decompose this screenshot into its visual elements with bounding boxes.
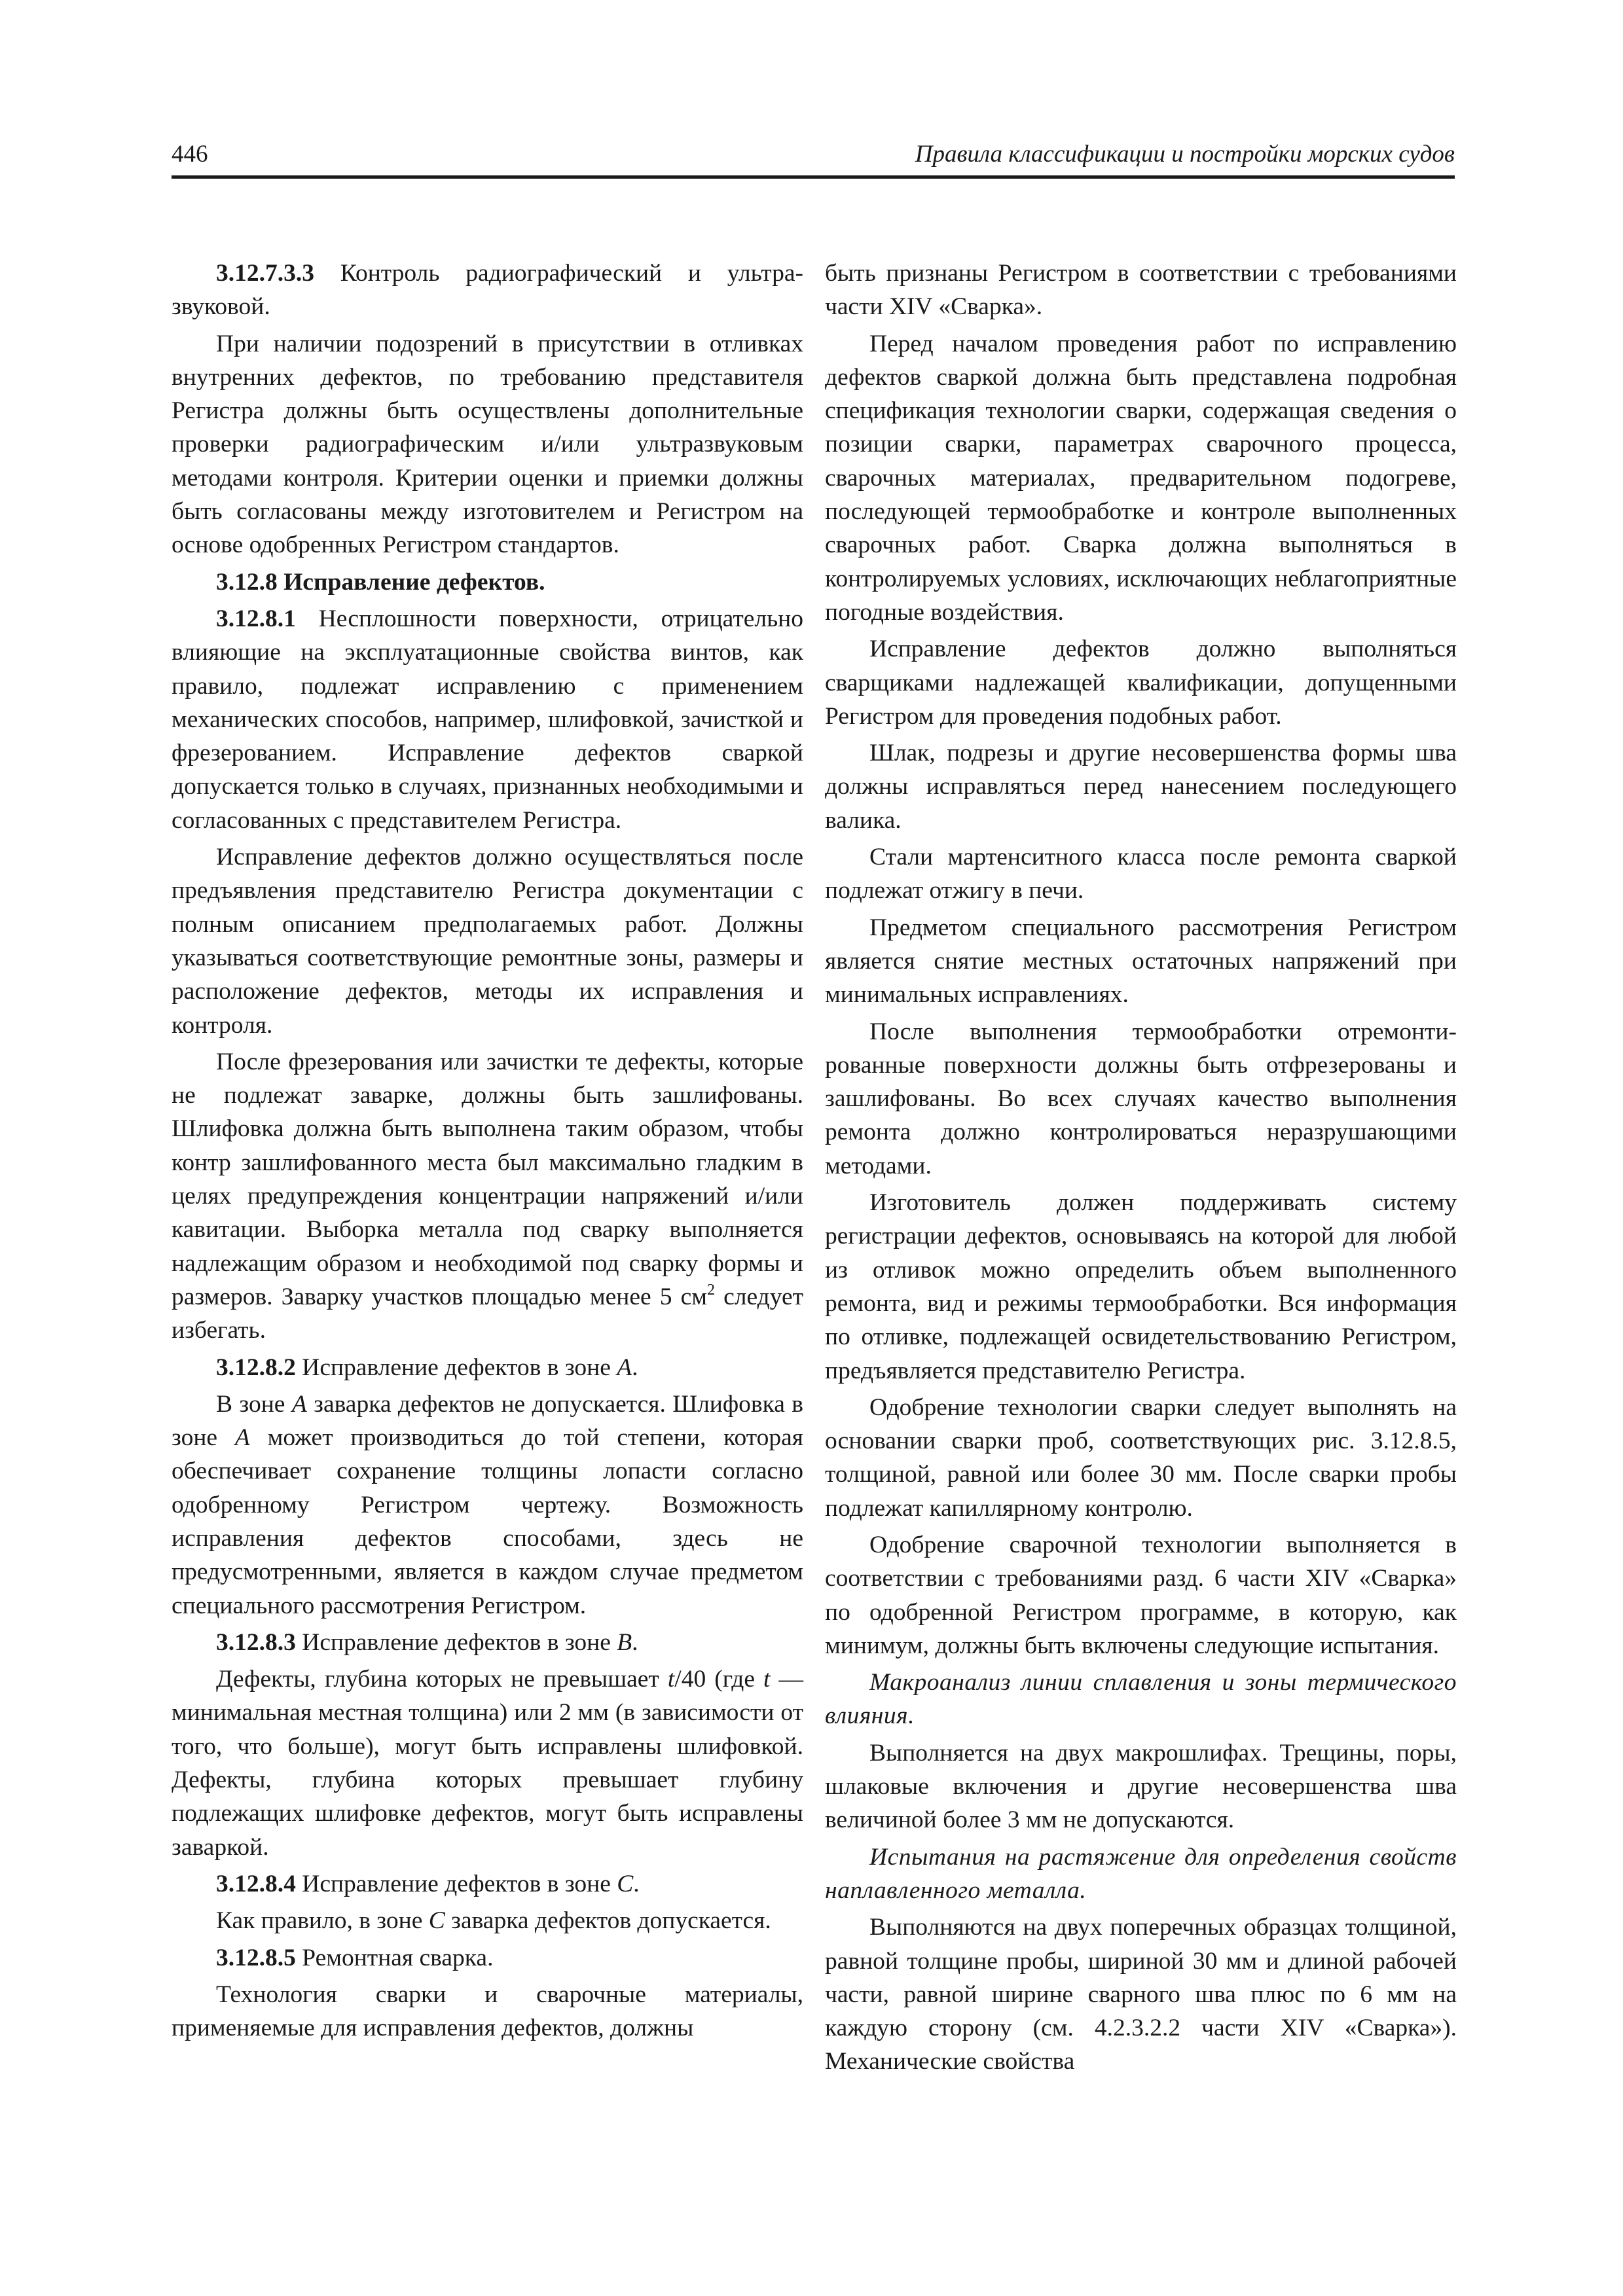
section-number: 3.12.8.4: [216, 1870, 296, 1897]
paragraph: 3.12.8.3 Исправление дефектов в зоне B.: [216, 1628, 638, 1656]
section-number: 3.12.8.1: [216, 605, 296, 632]
zone-letter: B: [617, 1628, 632, 1656]
variable-t: t: [763, 1666, 771, 1693]
paragraph: Дефекты, глубина которых не превышает t/40 (где t — минимальная местная толщина) или 2 мм (в зависимости от того, что больше), могут быть исправлены шлифовкой. Дефекты, глубина которых превышает глубину подлежащих шлифовке дефектов, могут быть исправлены заваркой.: [172, 1666, 804, 1861]
paragraph: Выполняется на двух макрошлифах. Трещины, поры, шлаковые включения и другие несовершенства шва величиной более 3 мм не допускаются.: [825, 1739, 1457, 1834]
header-rule: [172, 175, 1455, 179]
paragraph: Одобрение сварочной технологии выполняется в соответствии с требованиями разд. 6 части XIV «Сварка» по одобренной Регистром программе, в которую, как минимум, должны быть включены следующие испытания.: [825, 1531, 1457, 1659]
paragraph: быть признаны Регистром в соответствии с требованиями части XIV «Сварка».: [825, 260, 1457, 321]
left-column: [172, 257, 803, 2045]
section-number: 3.12.8.2: [216, 1354, 296, 1381]
zone-letter: A: [617, 1354, 632, 1381]
section-number: 3.12.7.3.3: [216, 260, 314, 287]
paragraph: Исправление дефектов должно осуществляться после предъявления представителю Регистра документации с полным описанием предполагаемых работ. Должны указываться соответствующие ремонтные зоны, размеры и расположение дефектов, методы их исправления и контроля.: [172, 844, 803, 1039]
paragraph: 3.12.8.4 Исправление дефектов в зоне C.: [216, 1870, 640, 1897]
variable-t: t: [667, 1666, 675, 1693]
test-heading: Макроанализ линии сплавления и зоны термического влияния.: [825, 1669, 1457, 1730]
section-number: 3.12.8: [216, 568, 278, 596]
section-number: 3.12.8.5: [216, 1944, 296, 1971]
paragraph: В зоне A заварка дефектов не допускается. Шлифовка в зоне A может производиться до той степени, которая обеспечивает сохранение толщины лопасти согласно одобренному Регистром чертежу. Возможность исправления дефектов способами, здесь не предусмотренными, является в каждом случае предметом специального рассмотрения Регистром.: [172, 1390, 803, 1619]
zone-letter: C: [428, 1907, 445, 1935]
page-number: 446: [172, 141, 208, 168]
paragraph: 3.12.8.2 Исправление дефектов в зоне A.: [216, 1354, 638, 1381]
paragraph: Одобрение технологии сварки следует выполнять на основании сварки проб, соответствующих рис. 3.12.8.5, толщиной, равной или более 30 мм. После сварки пробы подлежат капиллярному контролю.: [825, 1393, 1457, 1522]
section-title: Исправление дефектов.: [277, 568, 545, 596]
paragraph: Шлак, подрезы и другие несовершенства формы шва должны исправляться перед нанесением последующего валика.: [825, 740, 1457, 834]
section-heading: [172, 565, 803, 599]
paragraph: Как правило, в зоне C заварка дефектов допускается.: [216, 1907, 771, 1935]
zone-letter: C: [617, 1870, 634, 1897]
superscript: 2: [707, 1281, 715, 1299]
running-title: Правила классификации и постройки морских судов: [915, 141, 1455, 168]
paragraph: 3.12.8.1 Несплошности поверхности, отрицательно влияющие на эксплуатационные свойства винтов, как правило, подлежат исправлению с применением механических способов, например, шлифовкой, зачисткой и фрезерованием. Исправление дефектов сваркой допускается только в случаях, признанных необходимыми и согласованных с представителем Регистра.: [172, 605, 803, 834]
section-number: 3.12.8.3: [216, 1628, 296, 1656]
paragraph: Исправление дефектов должно выполняться сварщиками надлежащей квалификации, допущенными Регистром для проведения подобных работ.: [825, 636, 1457, 730]
paragraph: При наличии подозрений в присутствии в отливках внутренних дефектов, по требованию представителя Регистра должны быть осуществлены дополнительные проверки радиографическим и/или ультразвуковым методами контроля. Критерии оценки и приемки должны быть согласованы между изготовителем и Регистром на основе одобренных Регистром стандартов.: [172, 330, 803, 559]
paragraph: После выполнения термообработки отремонтированные поверхности должны быть отфрезерованы и зашлифованы. Во всех случаях качество выполнения ремонта должно контролироваться неразрушающими методами.: [825, 1018, 1457, 1179]
paragraph: Предметом специального рассмотрения Регистром является снятие местных остаточных напряжений при минимальных исправлениях.: [825, 914, 1457, 1009]
zone-letter: A: [291, 1390, 307, 1418]
zone-letter: A: [234, 1424, 250, 1452]
paragraph: Стали мартенситного класса после ремонта сваркой подлежат отжигу в печи.: [825, 844, 1457, 905]
paragraph: 3.12.7.3.3 Контроль радиографический и ультразвуковой.: [172, 260, 803, 321]
paragraph: Технология сварки и сварочные материалы, применяемые для исправления дефектов, должны: [172, 1981, 803, 2042]
paragraph: Перед началом проведения работ по исправлению дефектов сваркой должна быть представлена подробная спецификация технологии сварки, содержащая сведения о позиции сварки, параметрах сварочного процесса, сварочных материалах, предварительном подогреве, последующей термообработке и контроле выполненных сварочных работ. Сварка должна выполняться в контролируемых условиях, исключающих неблагоприятные погодные воздействия.: [825, 330, 1457, 626]
page-header: [172, 140, 1455, 181]
paragraph: После фрезерования или зачистки те дефекты, которые не подлежат заварке, должны быть зашлифованы. Шлифовка должна быть выполнена таким образом, чтобы контр зашлифованного места был максимально гладким в целях предупреждения концентрации напряжений и/или кавитации. Выборка металла под сварку выполняется надлежащим образом и необходимой под сварку формы и размеров. Заварку участков площадью менее 5 $см^2$ следует избегать.: [172, 1048, 803, 1344]
test-heading: Испытания на растяжение для определения свойств наплавленного металла.: [825, 1843, 1457, 1904]
right-column: [825, 257, 1457, 2079]
paragraph: Выполняются на двух поперечных образцах толщиной, равной толщине пробы, шириной 30 мм и длиной рабочей части, равной ширине сварного шва плюс по 6 мм на каждую сторону (см. 4.2.3.2.2 части XIV «Сварка»). Механические свойства: [825, 1914, 1457, 2075]
paragraph: 3.12.8.5 Ремонтная сварка.: [216, 1944, 494, 1971]
paragraph: Изготовитель должен поддерживать систему регистрации дефектов, основываясь на которой для любой из отливок можно определить объем выполненного ремонта, вид и режимы термообработки. Вся информация по отливке, подлежащей освидетельствованию Регистром, предъявляется представителю Регистра.: [825, 1189, 1457, 1384]
